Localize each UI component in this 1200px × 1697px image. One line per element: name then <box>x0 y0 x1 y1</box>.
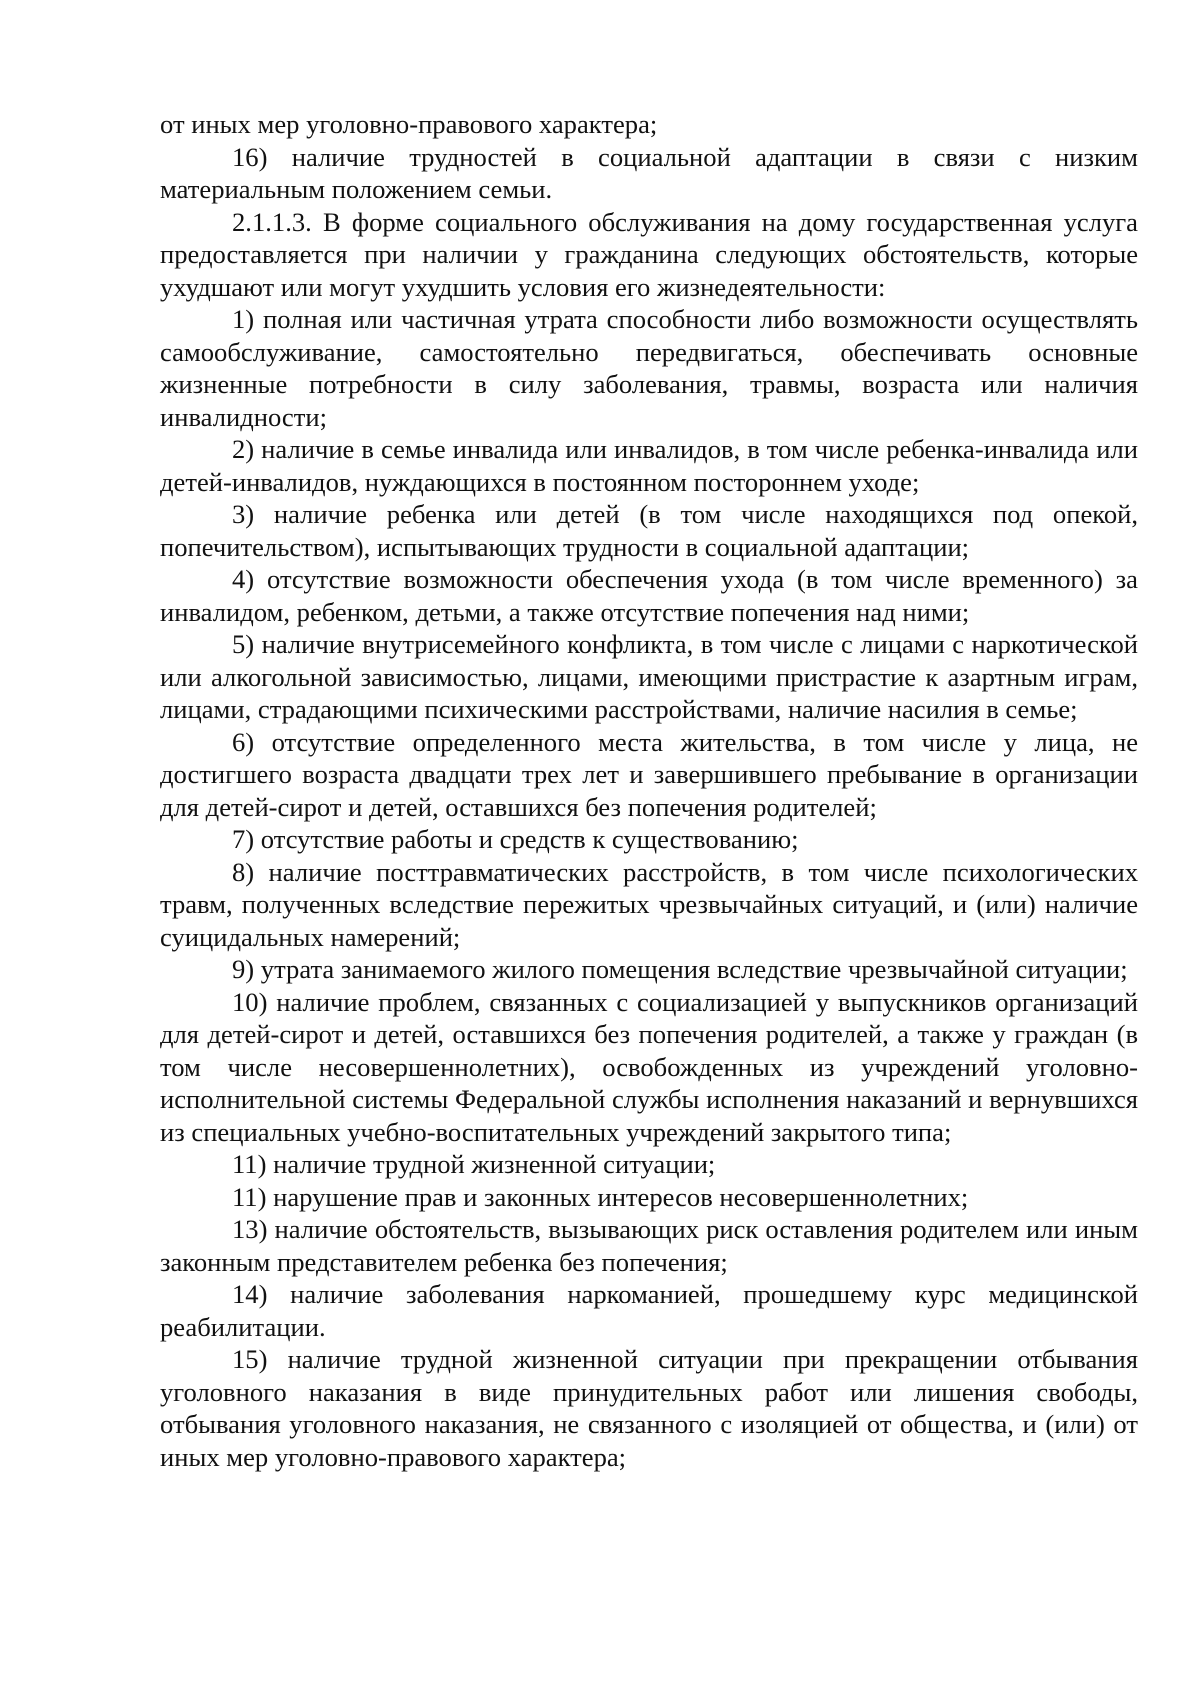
paragraph: от иных мер уголовно-правового характера; <box>160 109 658 139</box>
list-item: 13) наличие обстоятельств, вызывающих риск оставления родителем или иным законным представителем ребенка без попечения; <box>160 1214 1138 1277</box>
list-item: 8) наличие посттравматических расстройств, в том числе психологических травм, полученных вследствие пережитых чрезвычайных ситуаций, и (или) наличие суицидальных намерений; <box>160 856 1138 952</box>
section-heading-paragraph: 2.1.1.3. В форме социального обслуживания на дому государственная услуга предоставляется при наличии у гражданина следующих обстоятельств, которые ухудшают или могут ухудшить условия его жизнедеятельности: <box>160 206 1138 302</box>
list-item: 2) наличие в семье инвалида или инвалидов, в том числе ребенка-инвалида или детей-инвалидов, нуждающихся в постоянном постороннем уходе; <box>160 434 1138 497</box>
paragraph: 16) наличие трудностей в социальной адаптации в связи с низким материальным положением семьи. <box>160 141 1138 204</box>
document-page <box>160 108 1138 1473</box>
list-item: 6) отсутствие определенного места жительства, в том числе у лица, не достигшего возраста двадцати трех лет и завершившего пребывание в организации для детей-сирот и детей, оставшихся без попечения родителей; <box>160 726 1138 822</box>
list-item: 3) наличие ребенка или детей (в том числе находящихся под опекой, попечительством), испытывающих трудности в социальной адаптации; <box>160 499 1138 562</box>
list-item: 9) утрата занимаемого жилого помещения вследствие чрезвычайной ситуации; <box>232 954 1128 984</box>
list-item: 11) нарушение прав и законных интересов несовершеннолетних; <box>232 1181 969 1212</box>
list-item: 11) наличие трудной жизненной ситуации; <box>232 1149 716 1179</box>
list-item: 15) наличие трудной жизненной ситуации при прекращении отбывания уголовного наказания в виде принудительных работ или лишения свободы, отбывания уголовного наказания, не связанного с изоляцией от общества, и (или) от иных мер уголовно-правового характера; <box>160 1344 1138 1472</box>
list-item: 7) отсутствие работы и средств к существованию; <box>232 824 799 854</box>
list-item: 14) наличие заболевания наркоманией, прошедшему курс медицинской реабилитации. <box>160 1279 1138 1342</box>
list-item: 10) наличие проблем, связанных с социализацией у выпускников организаций для детей-сирот и детей, оставшихся без попечения родителей, а также у граждан (в том числе несовершеннолетних), освобожденных из учреждений уголовно-исполнительной системы Федеральной службы исполнения наказаний и вернувшихся из специальных учебно-воспитательных учреждений закрытого типа; <box>160 986 1138 1147</box>
list-item: 1) полная или частичная утрата способности либо возможности осуществлять самообслуживание, самостоятельно передвигаться, обеспечивать основные жизненные потребности в силу заболевания, травмы, возраста или наличия инвалидности; <box>160 304 1138 432</box>
list-item: 4) отсутствие возможности обеспечения ухода (в том числе временного) за инвалидом, ребенком, детьми, а также отсутствие попечения над ними; <box>160 564 1138 627</box>
list-item: 5) наличие внутрисемейного конфликта, в том числе с лицами с наркотической или алкогольной зависимостью, лицами, имеющими пристрастие к азартным играм, лицами, страдающими психическими расстройствами, наличие насилия в семье; <box>160 629 1138 724</box>
